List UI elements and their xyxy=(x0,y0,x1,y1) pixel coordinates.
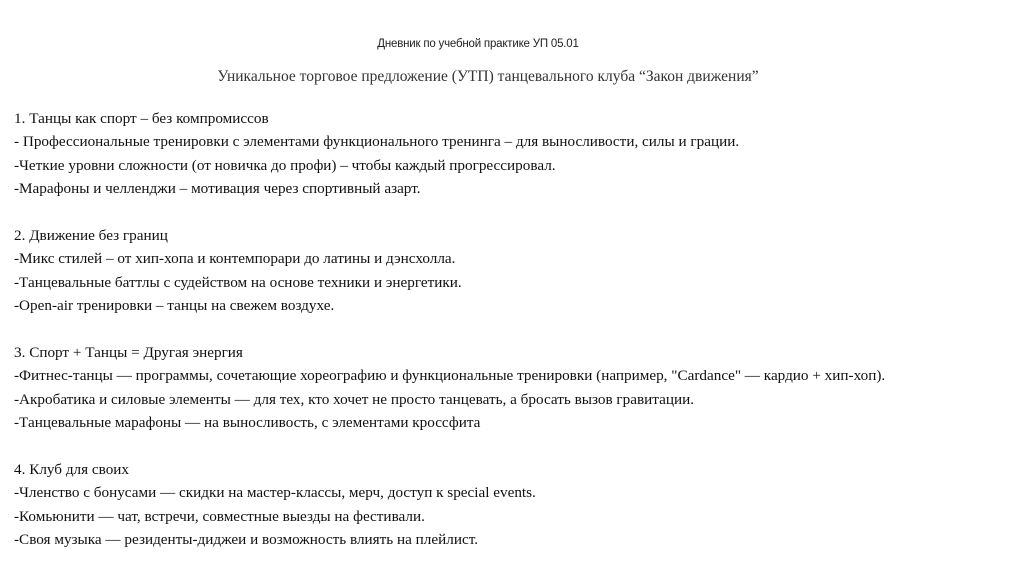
list-item: -Фитнес-танцы — программы, сочетающие хореографию и функциональные тренировки (например, "Cardance" — кардио + хип-хоп). xyxy=(14,367,886,385)
page-title: Уникальное торговое предложение (УТП) танцевального клуба “Закон движения” xyxy=(217,68,759,85)
list-item: -Комьюнити — чат, встречи, совместные выезды на фестивали. xyxy=(14,507,425,525)
list-item: -Членство с бонусами — скидки на мастер-классы, мерч, доступ к special events. xyxy=(14,484,536,502)
section-3 xyxy=(14,341,969,435)
list-item: -Акробатика и силовые элементы — для тех, кто хочет не просто танцевать, а бросать вызов гравитации. xyxy=(14,390,695,408)
section-2 xyxy=(14,224,969,318)
section-heading: 1. Танцы как спорт – без компромиссов xyxy=(14,110,269,127)
list-item: -Микс стилей – от хип-хопа и контемпорари до латины и дэнсхолла. xyxy=(14,250,456,268)
list-item: -Танцевальные марафоны — на выносливость, с элементами кроссфита xyxy=(14,414,481,432)
list-item: -Танцевальные баттлы с судейством на основе техники и энергетики. xyxy=(14,273,462,291)
section-1 xyxy=(14,107,969,201)
list-item: -Open-air тренировки – танцы на свежем воздухе. xyxy=(14,297,335,315)
list-item: - Профессиональные тренировки с элементами функционального тренинга – для выносливости, силы и грации. xyxy=(14,133,740,151)
list-item: -Марафоны и челленджи – мотивация через спортивный азарт. xyxy=(14,180,421,198)
list-item: -Своя музыка — резиденты-диджеи и возможность влиять на плейлист. xyxy=(14,531,478,549)
page-header: Дневник по учебной практике УП 05.01 xyxy=(377,38,579,50)
section-heading: 2. Движение без границ xyxy=(14,227,168,245)
document-body xyxy=(14,107,969,575)
section-heading: 4. Клуб для своих xyxy=(14,461,130,479)
section-heading: 3. Спорт + Танцы = Другая энергия xyxy=(14,344,243,362)
list-item: -Четкие уровни сложности (от новичка до профи) – чтобы каждый прогрессировал. xyxy=(14,156,556,174)
section-4 xyxy=(14,458,969,552)
